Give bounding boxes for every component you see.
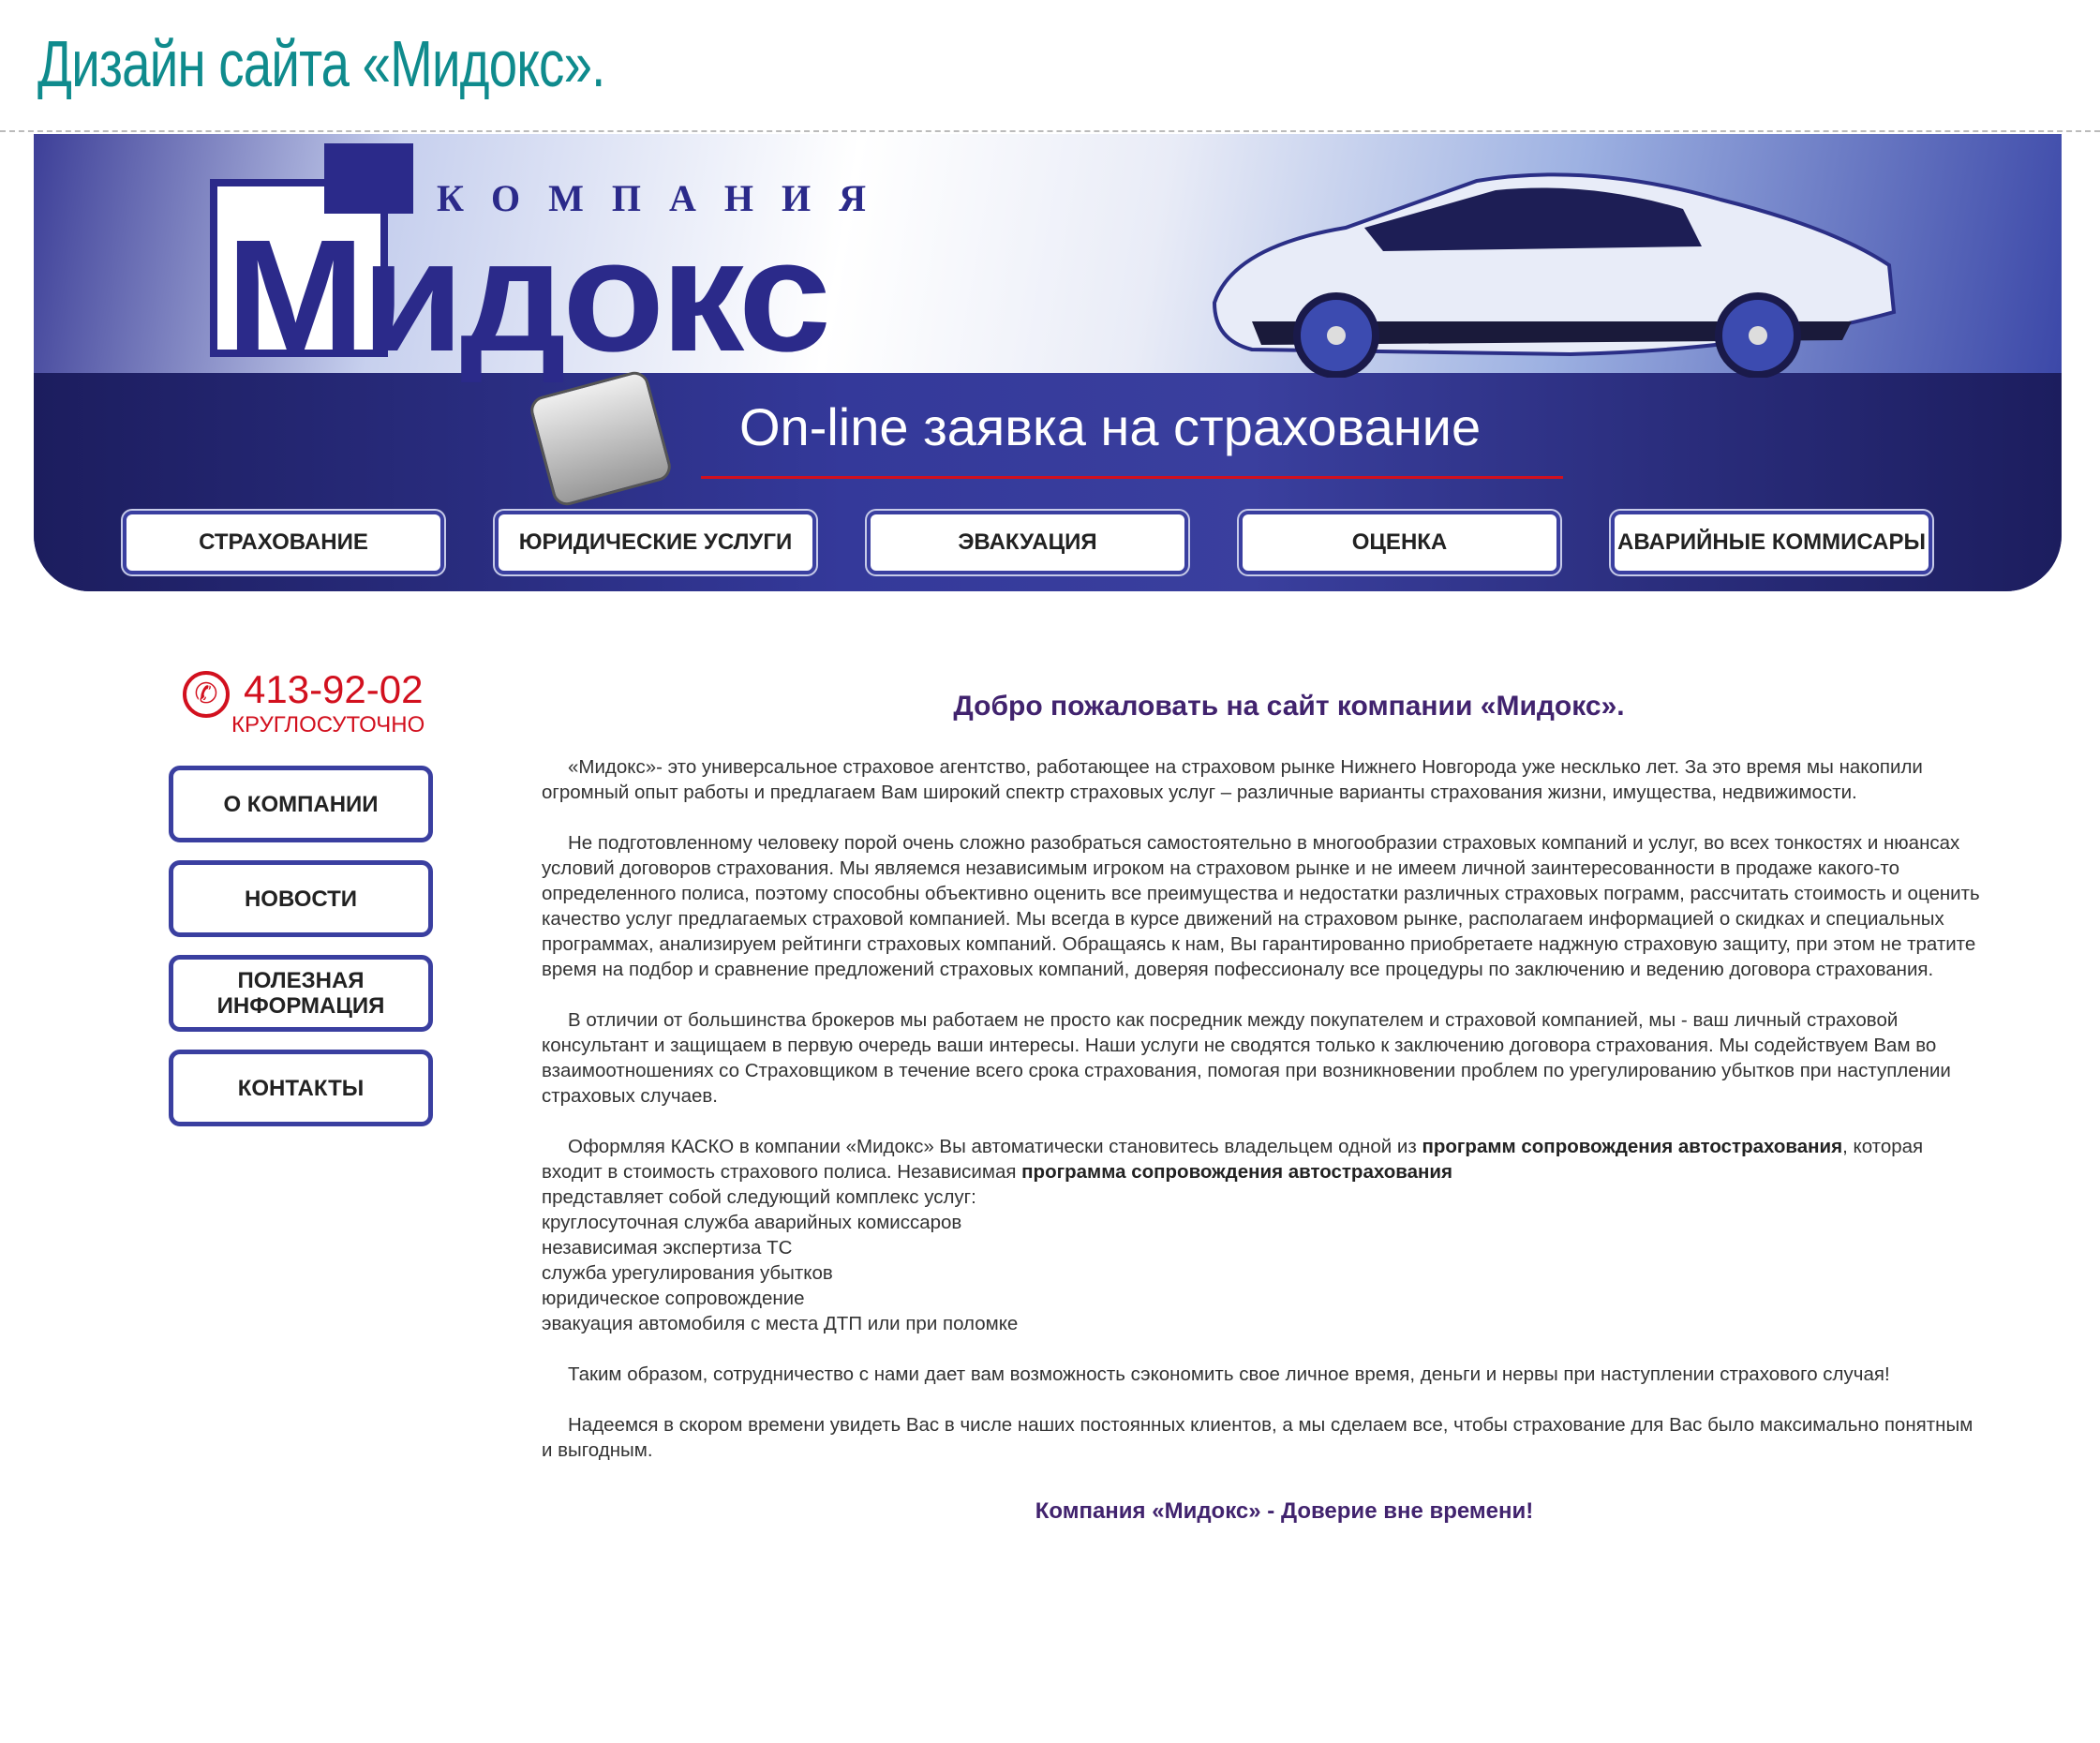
paragraph-6: Надеемся в скором времени увидеть Вас в числе наших постоянных клиентов, а мы сделаем все, чтобы страхование для Вас было максимально понятным и выгодным. — [542, 1414, 1973, 1461]
service-item: эвакуация автомобиля с места ДТП или при поломке — [542, 1313, 1019, 1334]
nav-legal-services[interactable]: ЮРИДИЧЕСКИЕ УСЛУГИ — [495, 511, 816, 574]
bold-text: программ сопровождения автострахования — [1422, 1136, 1843, 1157]
slogan: Компания «Мидокс» - Доверие вне времени! — [1035, 1498, 1534, 1524]
nav-emergency-commissioners[interactable]: АВАРИЙНЫЕ КОММИСАРЫ — [1611, 511, 1932, 574]
red-underline — [701, 476, 1563, 479]
service-item: круглосуточная служба аварийных комиссаров — [542, 1212, 962, 1233]
main-content — [542, 693, 1980, 1524]
text: , которая входит в стоимость страхового полиса. Независимая — [542, 1136, 1924, 1183]
phone-note: КРУГЛОСУТОЧНО — [231, 712, 425, 737]
car-illustration — [1196, 162, 1908, 378]
logo-name[interactable]: Мидокс — [226, 207, 827, 385]
services-intro: представляет собой следующий комплекс услуг: — [542, 1186, 976, 1208]
divider — [0, 130, 2100, 132]
nav-appraisal[interactable]: ОЦЕНКА — [1239, 511, 1560, 574]
online-application-link[interactable]: On-line заявка на страхование — [739, 397, 1482, 456]
paragraph-5: Таким образом, сотрудничество с нами дает вам возможность сэкономить свое личное время, деньги и нервы при наступлении страхового случая! — [568, 1363, 1890, 1385]
welcome-heading: Добро пожаловать на сайт компании «Мидокс». — [953, 691, 1625, 722]
sidebar-useful-info[interactable]: ПОЛЕЗНАЯ ИНФОРМАЦИЯ — [169, 955, 433, 1032]
text: Оформляя КАСКО в компании «Мидокс» Вы автоматически становитесь владельцем одной из — [568, 1136, 1422, 1157]
logo-company-word: КОМПАНИЯ — [437, 177, 894, 219]
phone-number[interactable]: 413-92-02 — [244, 667, 424, 711]
phone-icon: ✆ — [183, 671, 230, 718]
sidebar-about[interactable]: О КОМПАНИИ — [169, 766, 433, 842]
services-list — [542, 1184, 1980, 1336]
service-item: служба урегулирования убытков — [542, 1262, 833, 1284]
service-item: независимая экспертиза ТС — [542, 1237, 793, 1259]
logo-square — [324, 143, 413, 214]
nav-evacuation[interactable]: ЭВАКУАЦИЯ — [867, 511, 1188, 574]
sidebar-contacts[interactable]: КОНТАКТЫ — [169, 1050, 433, 1126]
paragraph-2: Не подготовленному человеку порой очень сложно разобраться самостоятельно в многообразии страховых компаний и услуг, во всех тонкостях и нюансах условий договоров страхования. Мы являемся независимым игроком на страховом рынке и не имеем личной заинтересованности в продаже какого-то определенного полиса, поэтому способны объективно оценить все преимущества и недостатки различных страховых пограмм, рассчитать стоимость и оценить качество услуг предлагаемых страховой компанией. Мы всегда в курсе движений на страховом рынке, располагаем информацией о скидках и специальных программах, анализируем рейтинги страховых компаний. Обращаясь к нам, Вы гарантированно приобретаете наджную страховую защиту, при этом не тратите время на подбор и сравнение предложений страховых компаний, доверяя пофессионалу все процедуры по заключению и ведению договора страхования. — [542, 832, 1980, 980]
sidebar-news[interactable]: НОВОСТИ — [169, 860, 433, 937]
paragraph-1: «Мидокс»- это универсальное страховое агентство, работающее на страховом рынке Нижнего Новгорода уже несклько лет. За это время мы накопили огромный опыт работы и предлагаем Вам широкий спектр страховых услуг – различные варианты страхования жизни, имущества, недвижимости. — [542, 756, 1923, 803]
nav-insurance[interactable]: СТРАХОВАНИЕ — [123, 511, 444, 574]
paragraph-4 — [542, 1134, 1980, 1184]
service-item: юридическое сопровождение — [542, 1288, 805, 1309]
page-title: Дизайн сайта «Мидокс». — [37, 27, 605, 100]
paragraph-3: В отличии от большинства брокеров мы работаем не просто как посредник между покупателем и страховой компанией, мы - ваш личный страховой консультант и защищаем в первую очередь ваши интересы. Наши услуги не сводятся только к заключению договора страхования. Мы содействуем Вам во взаимоотношениях со Страховщиком в течение всего срока страхования, помогая при возникновении проблем по урегулированию убытков при наступлении страховых случаев. — [542, 1009, 1951, 1107]
bold-text: программа сопровождения автострахования — [1021, 1161, 1452, 1183]
site-header-banner — [34, 134, 2062, 591]
